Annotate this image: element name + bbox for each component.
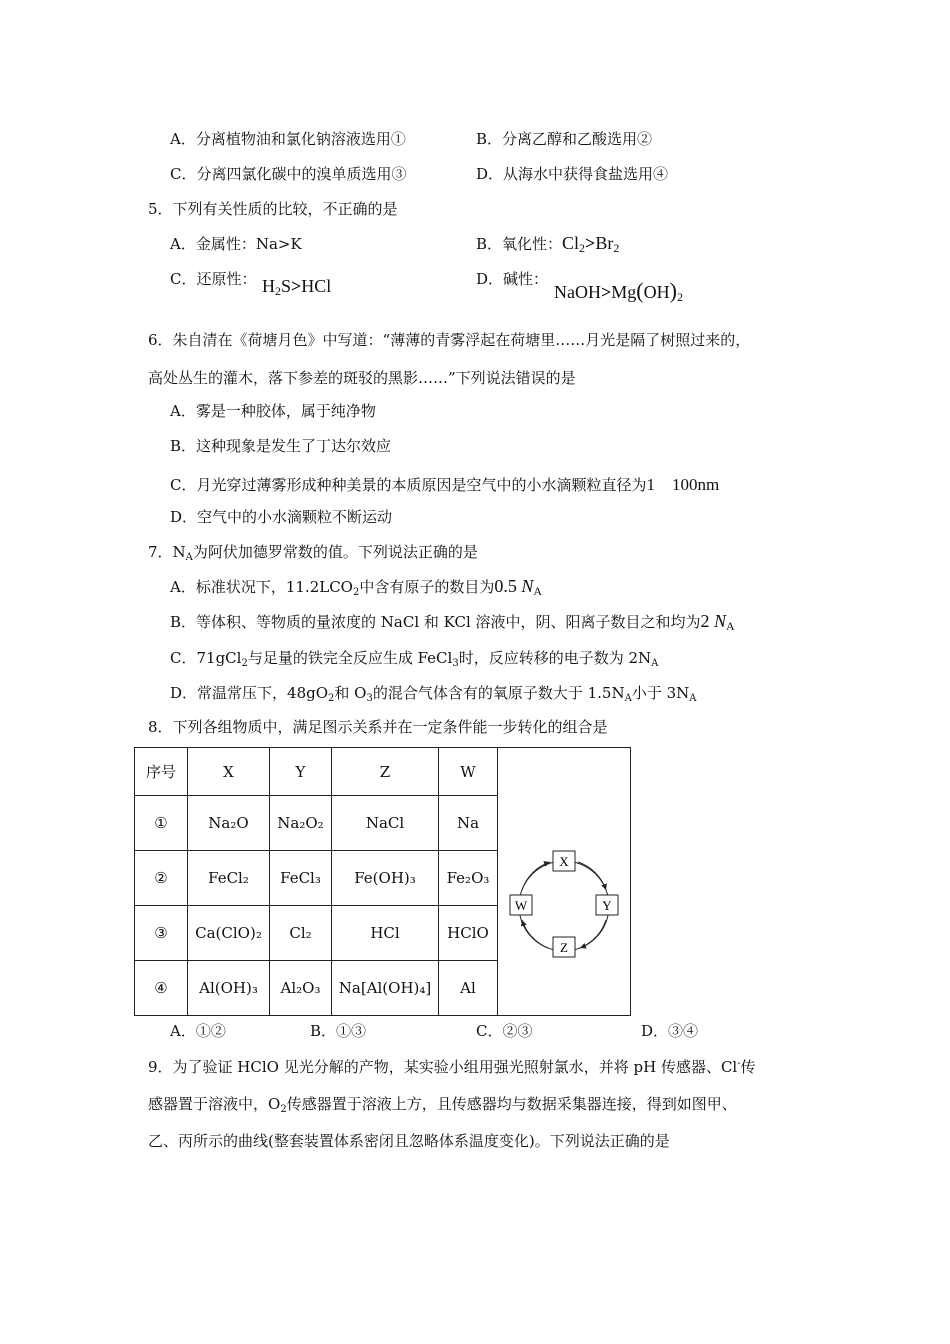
row-number: ④: [135, 961, 188, 1016]
q8-option-d: D．③④: [641, 1022, 699, 1040]
node-y-label: Y: [602, 897, 612, 913]
header-cell: X: [188, 748, 270, 796]
q7-option-c: C．71gCl$_2$与足量的铁完全反应生成 FeCl$_3$时，反应转移的电子数为 $2N_A$: [170, 649, 659, 669]
node-z-label: Z: [560, 939, 568, 955]
q4-option-b: B．分离乙醇和乙酸选用②: [476, 130, 653, 148]
cell-z: HCl: [332, 906, 439, 961]
q6-option-c: C．月光穿过薄雾形成种种美景的本质原因是空气中的小水滴颗粒直径为1 100nm: [170, 475, 720, 494]
header-cell: Z: [332, 748, 439, 796]
q4-option-d: D．从海水中获得食盐选用④: [476, 165, 669, 183]
cell-w: HClO: [439, 906, 498, 961]
q6-option-b: B．这种现象是发生了丁达尔效应: [170, 437, 392, 455]
q8-option-a: A．①②: [170, 1022, 226, 1040]
q6-option-d: D．空气中的小水滴颗粒不断运动: [170, 508, 393, 526]
q7-option-b: B．等体积、等物质的量浓度的 NaCl 和 KCl 溶液中，阴、阳离子数目之和均为2 $N_A$: [170, 611, 735, 633]
q6-stem-line2: 高处丛生的灌木，落下参差的斑驳的黑影……”下列说法错误的是: [148, 369, 576, 387]
cell-y: Na₂O₂: [270, 796, 332, 851]
header-cell: Y: [270, 748, 332, 796]
q8-option-c: C．②③: [476, 1022, 533, 1040]
row-number: ②: [135, 851, 188, 906]
q5-option-b: B．氧化性：$Cl_2>Br_2$: [476, 233, 620, 255]
cell-z: Fe(OH)₃: [332, 851, 439, 906]
q5-option-d-formula: $NaOH>Mg(OH)_2$: [554, 278, 683, 304]
header-cell: W: [439, 748, 498, 796]
arrow-y-to-z: [580, 920, 606, 948]
cell-y: FeCl₃: [270, 851, 332, 906]
cell-x: Na₂O: [188, 796, 270, 851]
cycle-diagram: [498, 780, 630, 980]
arrow-x-to-y: [578, 862, 606, 890]
q4-option-c: C．分离四氯化碳中的溴单质选用③: [170, 165, 407, 183]
q5-option-a: A．金属性：Na>K: [170, 235, 302, 253]
cycle-diagram-cell: [498, 748, 631, 1016]
q5-option-c-formula: $H_2S>HCl$: [262, 276, 332, 298]
cell-z: Na[Al(OH)₄]: [332, 961, 439, 1016]
row-number: ①: [135, 796, 188, 851]
q7-stem: 7．$N_A$为阿伏加德罗常数的值。下列说法正确的是: [148, 543, 478, 563]
q9-stem-line1: 9．为了验证 HClO 见光分解的产物，某实验小组用强光照射氯水，并将 pH 传感器、Cl-传: [148, 1058, 756, 1076]
q6-stem-line1: 6．朱自清在《荷塘月色》中写道：“薄薄的青雾浮起在荷塘里……月光是隔了树照过来的，: [148, 331, 751, 349]
cell-w: Na: [439, 796, 498, 851]
cell-w: Fe₂O₃: [439, 851, 498, 906]
q7-option-a: A．标准状况下，$11.2LCO_2$中含有原子的数目为0.5 $N_A$: [170, 576, 543, 598]
q7-option-d: D．常温常压下，$48gO_2$和 $O_3$的混合气体含有的氧原子数大于 $1.5N_A$小于 $3N_A$: [170, 684, 697, 704]
cell-y: Al₂O₃: [270, 961, 332, 1016]
q9-stem-line2: 感器置于溶液中，$O_2$传感器置于溶液上方，且传感器均与数据采集器连接，得到如图甲、: [148, 1095, 737, 1115]
cell-w: Al: [439, 961, 498, 1016]
q9-stem-line3: 乙、丙所示的曲线(整套装置体系密闭且忽略体系温度变化)。下列说法正确的是: [148, 1132, 670, 1150]
node-x-label: X: [559, 853, 569, 869]
q8-option-b: B．①③: [310, 1022, 367, 1040]
q8-stem: 8．下列各组物质中，满足图示关系并在一定条件能一步转化的组合是: [148, 718, 608, 736]
arrow-z-to-w: [522, 920, 548, 948]
arrow-w-to-x: [522, 862, 550, 890]
node-w-label: W: [514, 897, 528, 913]
q8-table: [134, 747, 631, 1016]
q4-option-a: A．分离植物油和氯化钠溶液选用①: [170, 130, 406, 148]
cell-x: Al(OH)₃: [188, 961, 270, 1016]
cell-x: FeCl₂: [188, 851, 270, 906]
q5-option-c: C．还原性：: [170, 270, 257, 288]
q6-option-a: A．雾是一种胶体，属于纯净物: [170, 402, 376, 420]
q5-stem: 5．下列有关性质的比较，不正确的是: [148, 200, 398, 218]
cell-y: Cl₂: [270, 906, 332, 961]
cell-x: Ca(ClO)₂: [188, 906, 270, 961]
cell-z: NaCl: [332, 796, 439, 851]
header-cell: 序号: [135, 748, 188, 796]
q5-option-d: D．碱性：: [476, 270, 549, 288]
row-number: ③: [135, 906, 188, 961]
q8-table-header-row: [135, 748, 631, 796]
